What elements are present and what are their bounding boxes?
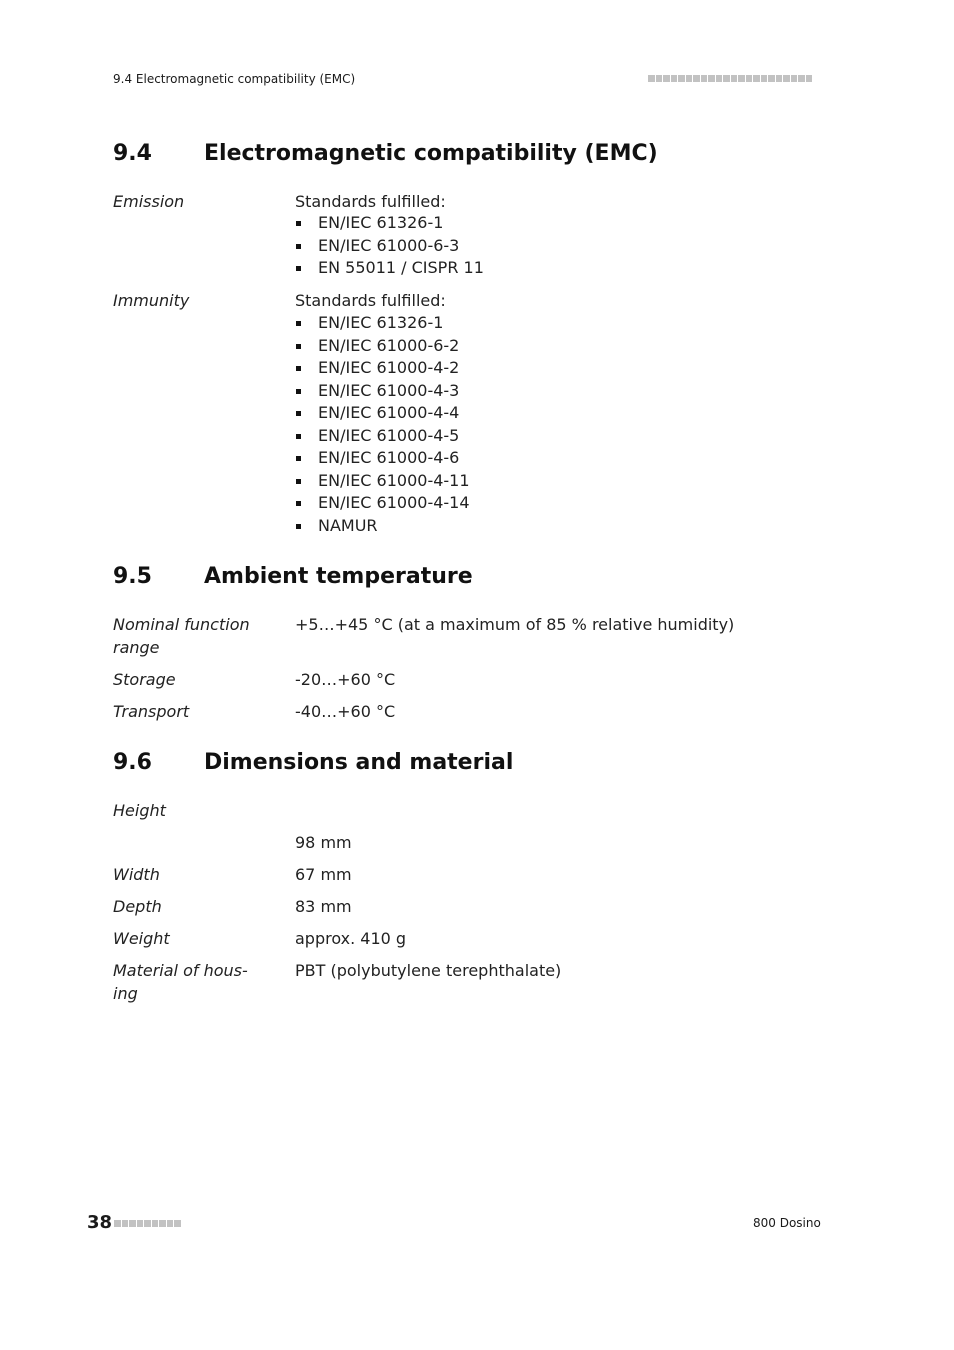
- decorative-square-icon: [678, 75, 685, 82]
- standard-list-item: [295, 402, 470, 425]
- standard-list-item: [295, 425, 470, 448]
- section-number: 9.5: [113, 564, 152, 589]
- storage-value: -20…+60 °C: [295, 670, 396, 689]
- decorative-square-icon: [723, 75, 730, 82]
- material-of-housing-value: PBT (polybutylene terephthalate): [295, 961, 562, 980]
- decorative-square-icon: [174, 1220, 181, 1227]
- standard-name: EN/IEC 61000-4-6: [318, 448, 460, 467]
- width-value: 67 mm: [295, 865, 352, 884]
- standard-name: EN/IEC 61000-4-3: [318, 380, 460, 400]
- emission-standards-list: [295, 212, 484, 280]
- square-bullet-icon: [296, 321, 301, 326]
- storage-label: Storage: [113, 670, 176, 689]
- decorative-square-icon: [746, 75, 753, 82]
- immunity-intro: Standards fulfilled:: [295, 291, 446, 310]
- square-bullet-icon: [296, 266, 301, 271]
- standard-list-item: [295, 492, 470, 515]
- square-bullet-icon: [296, 366, 301, 371]
- emission-intro: Standards fulfilled:: [295, 192, 446, 211]
- section-heading-emc: [113, 141, 658, 166]
- standard-name: EN 55011 / CISPR 11: [318, 258, 484, 277]
- transport-value: -40…+60 °C: [295, 702, 396, 721]
- decorative-square-icon: [656, 75, 663, 82]
- decorative-square-icon: [671, 75, 678, 82]
- transport-label: Transport: [113, 702, 190, 721]
- decorative-square-icon: [761, 75, 768, 82]
- square-bullet-icon: [296, 479, 301, 484]
- emission-label: Emission: [113, 192, 185, 211]
- standard-name: EN/IEC 61000-4-5: [318, 425, 460, 445]
- decorative-square-icon: [152, 1220, 159, 1227]
- footer-decorative-squares: [114, 1220, 181, 1227]
- decorative-square-icon: [144, 1220, 151, 1227]
- square-bullet-icon: [296, 411, 301, 416]
- decorative-square-icon: [159, 1220, 166, 1227]
- decorative-square-icon: [167, 1220, 174, 1227]
- depth-value: 83 mm: [295, 897, 352, 916]
- square-bullet-icon: [296, 389, 301, 394]
- section-title: Ambient temperature: [204, 564, 473, 589]
- standard-list-item: [295, 515, 470, 538]
- section-heading-ambient-temperature: [113, 564, 473, 589]
- square-bullet-icon: [296, 344, 301, 349]
- square-bullet-icon: [296, 501, 301, 506]
- square-bullet-icon: [296, 221, 301, 226]
- decorative-square-icon: [768, 75, 775, 82]
- square-bullet-icon: [296, 456, 301, 461]
- standard-name: EN/IEC 61000-4-11: [318, 470, 470, 490]
- material-of-housing-label: [113, 959, 248, 1005]
- standard-name: EN/IEC 61000-4-14: [318, 493, 470, 512]
- decorative-square-icon: [708, 75, 715, 82]
- decorative-square-icon: [738, 75, 745, 82]
- label-line: Material of hous-: [113, 961, 248, 980]
- square-bullet-icon: [296, 244, 301, 249]
- decorative-square-icon: [129, 1220, 136, 1227]
- decorative-square-icon: [648, 75, 655, 82]
- standard-list-item: [295, 257, 484, 280]
- standard-list-item: [295, 212, 484, 235]
- decorative-square-icon: [122, 1220, 129, 1227]
- standard-name: NAMUR: [318, 515, 378, 535]
- standard-list-item: [295, 335, 470, 358]
- decorative-square-icon: [663, 75, 670, 82]
- document-title: 800 Dosino: [753, 1216, 821, 1230]
- standard-list-item: [295, 380, 470, 403]
- decorative-square-icon: [693, 75, 700, 82]
- height-label: Height: [113, 801, 166, 820]
- weight-value: approx. 410 g: [295, 929, 407, 948]
- immunity-label: Immunity: [113, 291, 190, 310]
- decorative-square-icon: [114, 1220, 121, 1227]
- decorative-square-icon: [791, 75, 798, 82]
- standard-name: EN/IEC 61000-6-2: [318, 335, 460, 355]
- square-bullet-icon: [296, 434, 301, 439]
- decorative-square-icon: [701, 75, 708, 82]
- section-number: 9.4: [113, 141, 152, 166]
- width-label: Width: [113, 865, 160, 884]
- standard-list-item: [295, 312, 470, 335]
- standard-name: EN/IEC 61326-1: [318, 313, 444, 332]
- standard-list-item: [295, 357, 470, 380]
- decorative-square-icon: [716, 75, 723, 82]
- decorative-square-icon: [753, 75, 760, 82]
- immunity-standards-list: [295, 312, 470, 537]
- decorative-square-icon: [783, 75, 790, 82]
- depth-label: Depth: [113, 897, 162, 916]
- decorative-square-icon: [798, 75, 805, 82]
- square-bullet-icon: [296, 524, 301, 529]
- standard-name: EN/IEC 61000-4-4: [318, 403, 460, 422]
- section-heading-dimensions-material: [113, 750, 513, 775]
- section-title: Electromagnetic compatibility (EMC): [204, 141, 658, 166]
- standard-name: EN/IEC 61000-6-3: [318, 235, 460, 255]
- section-number: 9.6: [113, 750, 152, 775]
- decorative-square-icon: [137, 1220, 144, 1227]
- standard-list-item: [295, 470, 470, 493]
- standard-name: EN/IEC 61000-4-2: [318, 358, 460, 377]
- section-title: Dimensions and material: [204, 750, 514, 775]
- decorative-square-icon: [686, 75, 693, 82]
- header-decorative-squares: [648, 75, 812, 82]
- standard-list-item: [295, 235, 484, 258]
- label-line: ing: [113, 984, 138, 1003]
- label-line: range: [113, 638, 160, 657]
- decorative-square-icon: [806, 75, 813, 82]
- decorative-square-icon: [731, 75, 738, 82]
- weight-label: Weight: [113, 929, 170, 948]
- running-header: 9.4 Electromagnetic compatibility (EMC): [113, 72, 356, 86]
- nominal-function-range-value: +5…+45 °C (at a maximum of 85 % relative humidity): [295, 615, 735, 634]
- standard-name: EN/IEC 61326-1: [318, 213, 444, 232]
- decorative-square-icon: [776, 75, 783, 82]
- height-value: 98 mm: [295, 833, 352, 852]
- standard-list-item: [295, 447, 470, 470]
- page-number: 38: [87, 1212, 113, 1233]
- nominal-function-range-label: [113, 613, 250, 659]
- label-line: Nominal function: [113, 615, 250, 634]
